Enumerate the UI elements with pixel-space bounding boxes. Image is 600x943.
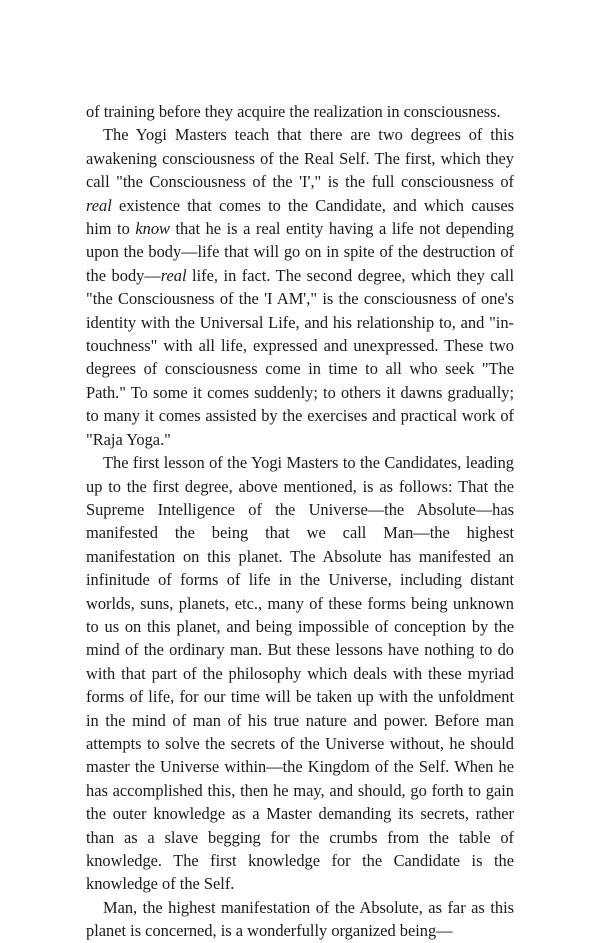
- paragraph-text: The first lesson of the Yogi Masters to the Candidates, leading up to the first degree, above mentioned, is as follows: That the Supreme Intelligence of the Universe—the Absolute—has manifested the being that we call Man—the highest manifestation on this planet. The Absolute has manifested an infinitude of forms of life in the Universe, including distant worlds, suns, planets, etc., many of these forms being unknown to us on this planet, and being impossible of conception by the mind of the ordinary man. But these lessons have nothing to do with that part of the philosophy which deals with these myriad forms of life, for our time will be taken up with the unfoldment in the mind of man of his true nature and power. Before man attempts to solve the secrets of the Universe without, he should master the Universe within—the Kingdom of the Self. When he has accomplished this, then he may, and should, go forth to gain the outer knowledge as a Master demanding its secrets, rather than as a slave begging for the crumbs from the table of knowledge. The first knowledge for the Candidate is the knowledge of the Self.: [86, 453, 514, 894]
- paragraph-text: of training before they acquire the realization in consciousness.: [86, 102, 501, 121]
- paragraph-text: life, in fact. The second degree, which they call "the Consciousness of the 'I AM'," is the consciousness of one's identity with the Universal Life, and his relationship to, and "in-touchness" with all life, expressed and unexpressed. These two degrees of consciousness come in time to all who seek "The Path." To some it comes suddenly; to others it dawns gradually; to many it comes assisted by the exercises and practical work of "Raja Yoga.": [86, 265, 515, 449]
- paragraph-text: existence that comes to the Candidate, and which causes him to: [86, 195, 514, 239]
- italic-text: real: [160, 265, 187, 285]
- paragraph-text: Man, the highest manifestation of the Absolute, as far as this planet is concerned, is a wonderfully organized being—: [86, 897, 514, 941]
- body-paragraph: [86, 123, 514, 451]
- book-page: [86, 100, 514, 943]
- body-paragraph: [86, 451, 514, 896]
- body-paragraph: [86, 100, 514, 123]
- italic-text: real: [86, 195, 112, 215]
- body-paragraph: [86, 896, 514, 943]
- italic-text: know: [135, 219, 170, 239]
- paragraph-text: The Yogi Masters teach that there are two degrees of this awakening consciousness of the Real Self. The first, which they call "the Consciousness of the 'I'," is the full consciousness of: [86, 125, 514, 192]
- paragraph-text: that he is a real entity having a life not depending upon the body—life that will go on in spite of the destruction of the body—: [86, 219, 514, 285]
